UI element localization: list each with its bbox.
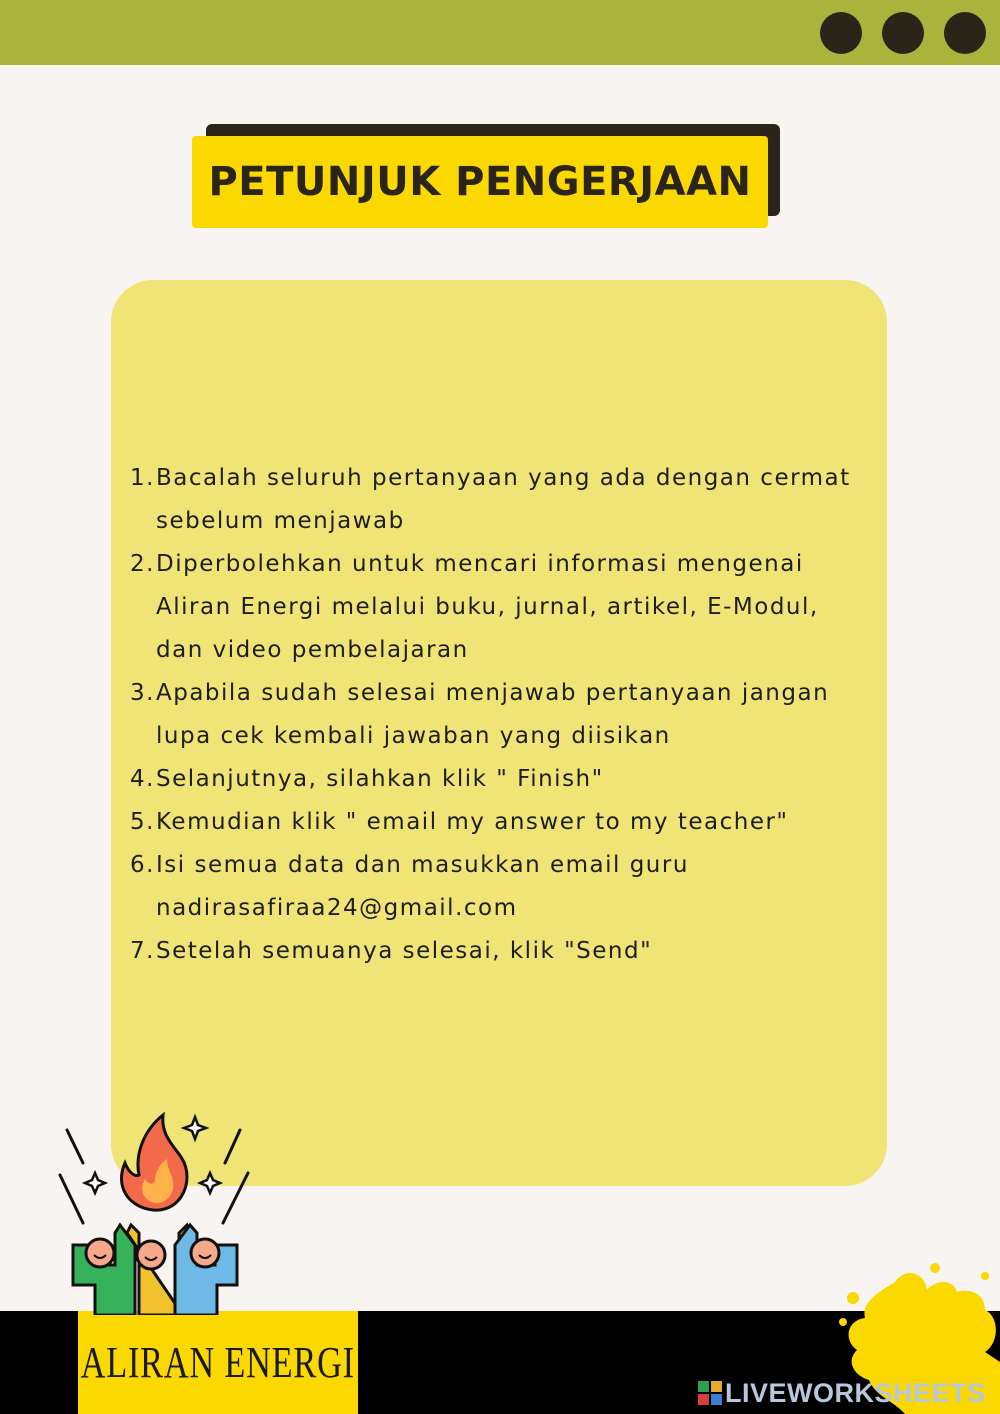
instruction-text: Diperbolehkan untuk mencari informasi mengenai Aliran Energi melalui buku, jurnal, artikel, E-Modul, dan video pembelajaran [156, 551, 819, 663]
instruction-number: 6. [130, 852, 155, 878]
instruction-item [130, 672, 870, 758]
instruction-text: Apabila sudah selesai menjawab pertanyaan jangan lupa cek kembali jawaban yang diisikan [156, 680, 830, 749]
instruction-number: 2. [130, 551, 155, 577]
instruction-text: Bacalah seluruh pertanyaan yang ada dengan cermat sebelum menjawab [156, 465, 851, 534]
instruction-text: Isi semua data dan masukkan email guru nadirasafiraa24@gmail.com [156, 852, 689, 921]
liveworksheets-logo-icon [698, 1381, 722, 1405]
instruction-number: 4. [130, 766, 155, 792]
title-banner [192, 124, 782, 230]
instruction-item [130, 543, 870, 672]
instruction-text: Setelah semuanya selesai, klik "Send" [156, 938, 653, 964]
top-bar [0, 0, 1000, 65]
window-dot-icon [882, 12, 924, 54]
instruction-number: 1. [130, 465, 155, 491]
instruction-item [130, 801, 870, 844]
instruction-item [130, 457, 870, 543]
watermark-text: LIVEWORKSHEETS [725, 1377, 986, 1408]
instruction-item [130, 758, 870, 801]
instruction-text: Kemudian klik " email my answer to my teacher" [156, 809, 789, 835]
watermark [698, 1378, 986, 1408]
title-box [192, 136, 768, 228]
footer-label-box [78, 1311, 358, 1414]
instructions-list [130, 457, 870, 973]
window-dot-icon [820, 12, 862, 54]
instruction-number: 3. [130, 680, 155, 706]
window-dot-icon [944, 12, 986, 54]
instruction-number: 7. [130, 938, 155, 964]
celebrating-people-fire-icon [55, 1105, 255, 1315]
instruction-text: Selanjutnya, silahkan klik " Finish" [156, 766, 604, 792]
page-title: PETUNJUK PENGERJAAN [208, 159, 752, 205]
footer-label: ALIRAN ENERGI [80, 1338, 356, 1387]
instruction-item [130, 930, 870, 973]
instruction-item [130, 844, 870, 930]
instruction-number: 5. [130, 809, 155, 835]
